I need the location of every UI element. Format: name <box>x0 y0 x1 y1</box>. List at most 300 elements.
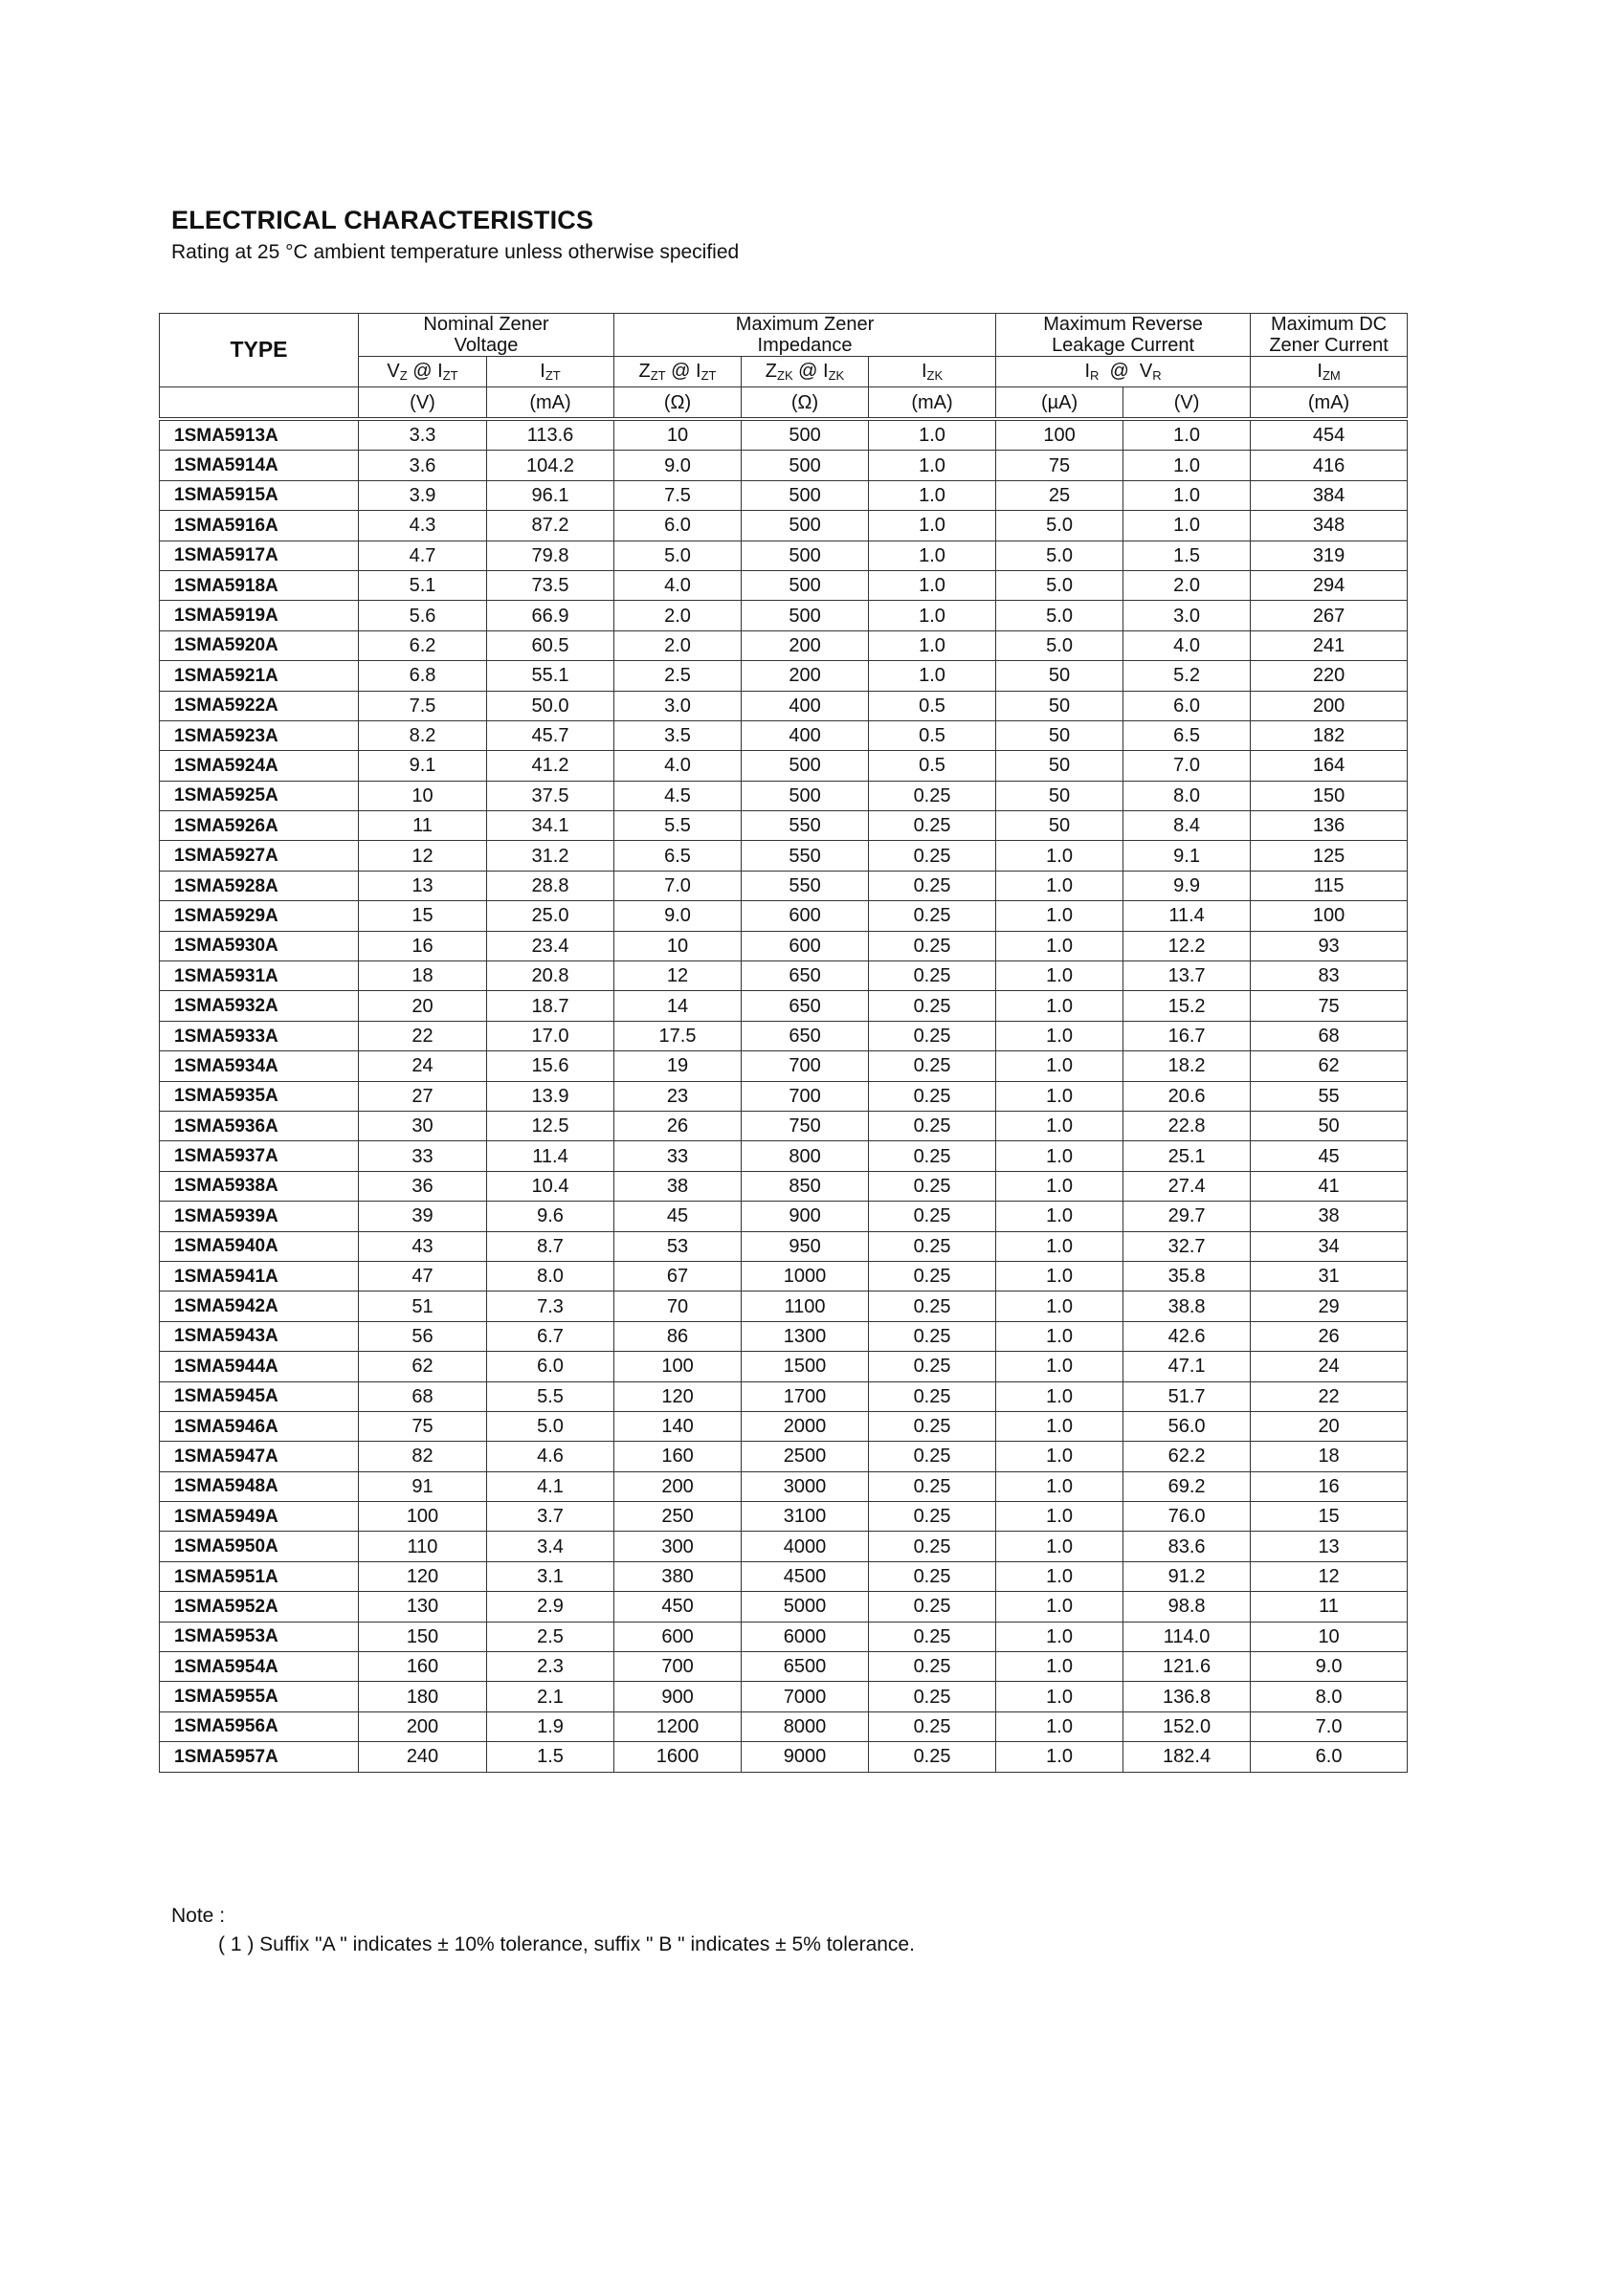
cell-vr: 27.4 <box>1123 1171 1251 1201</box>
cell-type: 1SMA5923A <box>160 720 359 750</box>
cell-type: 1SMA5930A <box>160 931 359 960</box>
cell-zzt: 26 <box>614 1111 742 1140</box>
cell-izm: 83 <box>1251 961 1408 991</box>
cell-izm: 200 <box>1251 691 1408 720</box>
cell-zzk: 600 <box>742 931 869 960</box>
cell-ir: 1.0 <box>996 1051 1123 1081</box>
cell-zzk: 4000 <box>742 1532 869 1561</box>
cell-izk: 0.25 <box>869 1381 996 1411</box>
cell-type: 1SMA5947A <box>160 1442 359 1471</box>
cell-type: 1SMA5924A <box>160 751 359 781</box>
cell-vr: 98.8 <box>1123 1592 1251 1622</box>
table-row <box>160 1711 1408 1741</box>
cell-vr: 8.4 <box>1123 811 1251 841</box>
cell-zzt: 14 <box>614 991 742 1021</box>
cell-zzt: 45 <box>614 1202 742 1231</box>
units-spacer <box>160 387 359 420</box>
cell-vz: 75 <box>359 1411 487 1441</box>
cell-izk: 0.25 <box>869 1111 996 1140</box>
cell-vz: 47 <box>359 1261 487 1291</box>
cell-izt: 2.9 <box>487 1592 614 1622</box>
cell-izk: 1.0 <box>869 661 996 691</box>
cell-type: 1SMA5928A <box>160 871 359 900</box>
table-row <box>160 1321 1408 1351</box>
cell-ir: 1.0 <box>996 1292 1123 1321</box>
unit-zzk: (Ω) <box>742 387 869 420</box>
cell-ir: 1.0 <box>996 1141 1123 1171</box>
leakage-header-line1: Maximum Reverse <box>1043 314 1203 335</box>
cell-izt: 96.1 <box>487 480 614 510</box>
cell-zzk: 9000 <box>742 1742 869 1772</box>
cell-vz: 130 <box>359 1592 487 1622</box>
cell-vr: 22.8 <box>1123 1111 1251 1140</box>
cell-izt: 6.0 <box>487 1352 614 1381</box>
zener-current-header-line2: Zener Current <box>1269 335 1389 356</box>
cell-type: 1SMA5957A <box>160 1742 359 1772</box>
cell-type: 1SMA5935A <box>160 1081 359 1111</box>
cell-izt: 2.5 <box>487 1622 614 1651</box>
cell-izt: 8.7 <box>487 1231 614 1261</box>
cell-zzt: 1600 <box>614 1742 742 1772</box>
electrical-characteristics-table <box>159 313 1408 1773</box>
cell-ir: 1.0 <box>996 1622 1123 1651</box>
table-row <box>160 1021 1408 1050</box>
unit-vr: (V) <box>1123 387 1251 420</box>
cell-vr: 9.9 <box>1123 871 1251 900</box>
cell-zzk: 4500 <box>742 1561 869 1591</box>
cell-type: 1SMA5950A <box>160 1532 359 1561</box>
cell-ir: 1.0 <box>996 1381 1123 1411</box>
cell-ir: 1.0 <box>996 841 1123 871</box>
cell-zzt: 600 <box>614 1622 742 1651</box>
cell-type: 1SMA5952A <box>160 1592 359 1622</box>
cell-izt: 31.2 <box>487 841 614 871</box>
cell-izk: 0.25 <box>869 1502 996 1532</box>
cell-izk: 0.5 <box>869 751 996 781</box>
cell-izk: 0.25 <box>869 1051 996 1081</box>
cell-zzk: 650 <box>742 1021 869 1050</box>
cell-ir: 1.0 <box>996 1742 1123 1772</box>
cell-zzt: 12 <box>614 961 742 991</box>
cell-izk: 0.25 <box>869 1141 996 1171</box>
table-row <box>160 541 1408 570</box>
cell-vz: 30 <box>359 1111 487 1140</box>
zener-current-header-line1: Maximum DC <box>1271 314 1388 335</box>
cell-zzk: 5000 <box>742 1592 869 1622</box>
cell-izk: 0.25 <box>869 901 996 931</box>
cell-izm: 38 <box>1251 1202 1408 1231</box>
page-title: ELECTRICAL CHARACTERISTICS <box>171 206 594 234</box>
cell-izt: 11.4 <box>487 1141 614 1171</box>
cell-zzk: 6000 <box>742 1622 869 1651</box>
cell-vr: 13.7 <box>1123 961 1251 991</box>
cell-izk: 1.0 <box>869 570 996 600</box>
cell-ir: 5.0 <box>996 570 1123 600</box>
cell-vr: 56.0 <box>1123 1411 1251 1441</box>
impedance-header-line1: Maximum Zener <box>735 314 875 335</box>
cell-vz: 15 <box>359 901 487 931</box>
cell-zzk: 500 <box>742 511 869 541</box>
cell-zzk: 2000 <box>742 1411 869 1441</box>
cell-type: 1SMA5934A <box>160 1051 359 1081</box>
nominal-header-line1: Nominal Zener <box>423 314 549 335</box>
izk-header: $I_{ZK}$ <box>869 357 996 387</box>
cell-type: 1SMA5917A <box>160 541 359 570</box>
cell-zzt: 38 <box>614 1171 742 1201</box>
cell-zzk: 400 <box>742 720 869 750</box>
table-row <box>160 570 1408 600</box>
cell-vr: 136.8 <box>1123 1682 1251 1711</box>
cell-ir: 1.0 <box>996 1711 1123 1741</box>
cell-vr: 6.5 <box>1123 720 1251 750</box>
table-row <box>160 1561 1408 1591</box>
table-row <box>160 1592 1408 1622</box>
table-row <box>160 661 1408 691</box>
cell-izm: 8.0 <box>1251 1682 1408 1711</box>
cell-vz: 6.2 <box>359 630 487 660</box>
cell-zzk: 500 <box>742 480 869 510</box>
table-row <box>160 871 1408 900</box>
cell-izt: 7.3 <box>487 1292 614 1321</box>
cell-zzt: 9.0 <box>614 451 742 480</box>
cell-izm: 220 <box>1251 661 1408 691</box>
cell-izm: 20 <box>1251 1411 1408 1441</box>
cell-izm: 22 <box>1251 1381 1408 1411</box>
cell-vz: 180 <box>359 1682 487 1711</box>
table-row <box>160 1141 1408 1171</box>
cell-zzk: 1100 <box>742 1292 869 1321</box>
cell-vr: 11.4 <box>1123 901 1251 931</box>
cell-type: 1SMA5933A <box>160 1021 359 1050</box>
cell-izm: 6.0 <box>1251 1742 1408 1772</box>
cell-type: 1SMA5932A <box>160 991 359 1021</box>
cell-vr: 35.8 <box>1123 1261 1251 1291</box>
cell-ir: 5.0 <box>996 601 1123 630</box>
cell-izm: 125 <box>1251 841 1408 871</box>
cell-ir: 1.0 <box>996 1682 1123 1711</box>
cell-zzt: 160 <box>614 1442 742 1471</box>
cell-vz: 7.5 <box>359 691 487 720</box>
cell-zzt: 2.0 <box>614 601 742 630</box>
table-row <box>160 1111 1408 1140</box>
table-row <box>160 1652 1408 1682</box>
cell-izk: 1.0 <box>869 480 996 510</box>
cell-izk: 0.25 <box>869 1592 996 1622</box>
cell-zzk: 6500 <box>742 1652 869 1682</box>
cell-izt: 20.8 <box>487 961 614 991</box>
cell-izk: 0.25 <box>869 1321 996 1351</box>
cell-izt: 25.0 <box>487 901 614 931</box>
cell-ir: 1.0 <box>996 1592 1123 1622</box>
cell-izk: 1.0 <box>869 601 996 630</box>
cell-zzk: 500 <box>742 451 869 480</box>
cell-zzk: 2500 <box>742 1442 869 1471</box>
header-row-groups <box>160 314 1408 357</box>
cell-zzk: 550 <box>742 841 869 871</box>
cell-ir: 50 <box>996 811 1123 841</box>
cell-vr: 32.7 <box>1123 1231 1251 1261</box>
cell-izm: 93 <box>1251 931 1408 960</box>
cell-vr: 18.2 <box>1123 1051 1251 1081</box>
cell-vr: 2.0 <box>1123 570 1251 600</box>
cell-izt: 34.1 <box>487 811 614 841</box>
cell-zzk: 500 <box>742 751 869 781</box>
cell-type: 1SMA5919A <box>160 601 359 630</box>
cell-izk: 0.25 <box>869 1742 996 1772</box>
cell-izm: 182 <box>1251 720 1408 750</box>
cell-izm: 115 <box>1251 871 1408 900</box>
cell-izm: 12 <box>1251 1561 1408 1591</box>
cell-zzk: 900 <box>742 1202 869 1231</box>
cell-vz: 6.8 <box>359 661 487 691</box>
cell-vz: 3.9 <box>359 480 487 510</box>
cell-vz: 100 <box>359 1502 487 1532</box>
cell-type: 1SMA5949A <box>160 1502 359 1532</box>
table-row <box>160 931 1408 960</box>
cell-izk: 1.0 <box>869 511 996 541</box>
cell-ir: 1.0 <box>996 1261 1123 1291</box>
cell-type: 1SMA5915A <box>160 480 359 510</box>
cell-izm: 18 <box>1251 1442 1408 1471</box>
cell-izt: 113.6 <box>487 419 614 451</box>
cell-izk: 0.25 <box>869 991 996 1021</box>
cell-vz: 22 <box>359 1021 487 1050</box>
cell-izt: 55.1 <box>487 661 614 691</box>
cell-type: 1SMA5954A <box>160 1652 359 1682</box>
zzk-at-izk-header: $Z_{ZK}$ @ $I_{ZK}$ <box>742 357 869 387</box>
cell-izk: 1.0 <box>869 419 996 451</box>
cell-izm: 7.0 <box>1251 1711 1408 1741</box>
table-row <box>160 480 1408 510</box>
cell-vz: 160 <box>359 1652 487 1682</box>
table-row <box>160 991 1408 1021</box>
cell-zzt: 1200 <box>614 1711 742 1741</box>
cell-zzk: 700 <box>742 1081 869 1111</box>
unit-zzt: (Ω) <box>614 387 742 420</box>
cell-izk: 0.25 <box>869 1532 996 1561</box>
cell-zzt: 2.0 <box>614 630 742 660</box>
cell-ir: 1.0 <box>996 1411 1123 1441</box>
table-body <box>160 419 1408 1772</box>
cell-izt: 9.6 <box>487 1202 614 1231</box>
cell-izm: 11 <box>1251 1592 1408 1622</box>
cell-zzt: 100 <box>614 1352 742 1381</box>
cell-ir: 1.0 <box>996 1111 1123 1140</box>
table-row <box>160 1532 1408 1561</box>
cell-type: 1SMA5918A <box>160 570 359 600</box>
cell-zzk: 550 <box>742 871 869 900</box>
max-dc-zener-current-header <box>1251 314 1408 357</box>
cell-vz: 12 <box>359 841 487 871</box>
table-row <box>160 1622 1408 1651</box>
cell-izm: 16 <box>1251 1471 1408 1501</box>
cell-vr: 114.0 <box>1123 1622 1251 1651</box>
cell-zzt: 17.5 <box>614 1021 742 1050</box>
cell-zzt: 3.0 <box>614 691 742 720</box>
cell-izt: 23.4 <box>487 931 614 960</box>
cell-izt: 8.0 <box>487 1261 614 1291</box>
unit-izm: (mA) <box>1251 387 1408 420</box>
cell-vr: 1.5 <box>1123 541 1251 570</box>
cell-zzt: 4.0 <box>614 751 742 781</box>
cell-zzk: 500 <box>742 541 869 570</box>
cell-type: 1SMA5940A <box>160 1231 359 1261</box>
cell-vz: 13 <box>359 871 487 900</box>
cell-zzt: 5.5 <box>614 811 742 841</box>
table-row <box>160 601 1408 630</box>
cell-vz: 91 <box>359 1471 487 1501</box>
cell-vz: 11 <box>359 811 487 841</box>
cell-vr: 42.6 <box>1123 1321 1251 1351</box>
cell-ir: 75 <box>996 451 1123 480</box>
table-row <box>160 1411 1408 1441</box>
cell-zzk: 3000 <box>742 1471 869 1501</box>
cell-izm: 75 <box>1251 991 1408 1021</box>
cell-vr: 1.0 <box>1123 511 1251 541</box>
cell-izm: 41 <box>1251 1171 1408 1201</box>
cell-type: 1SMA5943A <box>160 1321 359 1351</box>
cell-zzt: 23 <box>614 1081 742 1111</box>
unit-izk: (mA) <box>869 387 996 420</box>
cell-izk: 0.5 <box>869 720 996 750</box>
cell-izk: 0.25 <box>869 811 996 841</box>
cell-izt: 3.7 <box>487 1502 614 1532</box>
table-row <box>160 691 1408 720</box>
cell-izk: 0.25 <box>869 1682 996 1711</box>
cell-ir: 1.0 <box>996 1021 1123 1050</box>
cell-vz: 3.3 <box>359 419 487 451</box>
cell-zzk: 500 <box>742 419 869 451</box>
cell-zzk: 500 <box>742 570 869 600</box>
table-row <box>160 751 1408 781</box>
cell-type: 1SMA5937A <box>160 1141 359 1171</box>
cell-vr: 6.0 <box>1123 691 1251 720</box>
table-row <box>160 1502 1408 1532</box>
cell-ir: 1.0 <box>996 1502 1123 1532</box>
cell-izk: 0.25 <box>869 1352 996 1381</box>
table-row <box>160 1442 1408 1471</box>
cell-izm: 241 <box>1251 630 1408 660</box>
cell-zzt: 250 <box>614 1502 742 1532</box>
cell-zzt: 450 <box>614 1592 742 1622</box>
cell-izk: 0.5 <box>869 691 996 720</box>
cell-izt: 10.4 <box>487 1171 614 1201</box>
cell-type: 1SMA5948A <box>160 1471 359 1501</box>
cell-izm: 26 <box>1251 1321 1408 1351</box>
cell-izt: 28.8 <box>487 871 614 900</box>
table-row <box>160 1081 1408 1111</box>
cell-zzt: 86 <box>614 1321 742 1351</box>
cell-vz: 62 <box>359 1352 487 1381</box>
cell-ir: 1.0 <box>996 1471 1123 1501</box>
cell-vr: 9.1 <box>1123 841 1251 871</box>
cell-izm: 267 <box>1251 601 1408 630</box>
cell-izk: 0.25 <box>869 931 996 960</box>
cell-zzt: 9.0 <box>614 901 742 931</box>
cell-vr: 15.2 <box>1123 991 1251 1021</box>
impedance-header-line2: Impedance <box>757 335 853 356</box>
cell-vr: 1.0 <box>1123 451 1251 480</box>
cell-izt: 45.7 <box>487 720 614 750</box>
table-row <box>160 720 1408 750</box>
cell-type: 1SMA5953A <box>160 1622 359 1651</box>
cell-ir: 1.0 <box>996 901 1123 931</box>
cell-vr: 51.7 <box>1123 1381 1251 1411</box>
cell-vr: 8.0 <box>1123 781 1251 810</box>
cell-ir: 50 <box>996 781 1123 810</box>
cell-ir: 50 <box>996 720 1123 750</box>
cell-izt: 4.1 <box>487 1471 614 1501</box>
cell-zzk: 1700 <box>742 1381 869 1411</box>
cell-zzt: 33 <box>614 1141 742 1171</box>
cell-zzt: 120 <box>614 1381 742 1411</box>
cell-type: 1SMA5936A <box>160 1111 359 1140</box>
cell-type: 1SMA5926A <box>160 811 359 841</box>
cell-izk: 0.25 <box>869 1081 996 1111</box>
cell-izm: 34 <box>1251 1231 1408 1261</box>
cell-izm: 454 <box>1251 419 1408 451</box>
cell-izt: 66.9 <box>487 601 614 630</box>
cell-izm: 9.0 <box>1251 1652 1408 1682</box>
cell-type: 1SMA5946A <box>160 1411 359 1441</box>
table-row <box>160 1051 1408 1081</box>
unit-ir: (µA) <box>996 387 1123 420</box>
cell-vr: 1.0 <box>1123 419 1251 451</box>
cell-vr: 5.2 <box>1123 661 1251 691</box>
cell-izk: 0.25 <box>869 1021 996 1050</box>
cell-type: 1SMA5939A <box>160 1202 359 1231</box>
cell-zzt: 380 <box>614 1561 742 1591</box>
cell-izk: 0.25 <box>869 1622 996 1651</box>
cell-type: 1SMA5931A <box>160 961 359 991</box>
cell-type: 1SMA5913A <box>160 419 359 451</box>
cell-vz: 4.7 <box>359 541 487 570</box>
cell-izm: 164 <box>1251 751 1408 781</box>
table-row <box>160 1261 1408 1291</box>
cell-ir: 5.0 <box>996 541 1123 570</box>
cell-izk: 0.25 <box>869 1471 996 1501</box>
cell-ir: 50 <box>996 691 1123 720</box>
cell-zzt: 140 <box>614 1411 742 1441</box>
cell-izt: 17.0 <box>487 1021 614 1050</box>
cell-type: 1SMA5914A <box>160 451 359 480</box>
vz-at-izt-header: $V_Z$ @ $I_{ZT}$ <box>359 357 487 387</box>
cell-izt: 4.6 <box>487 1442 614 1471</box>
cell-izk: 0.25 <box>869 1231 996 1261</box>
table-row <box>160 1742 1408 1772</box>
cell-izt: 79.8 <box>487 541 614 570</box>
table-row <box>160 1352 1408 1381</box>
cell-vz: 200 <box>359 1711 487 1741</box>
ir-at-vr-header: $I_R$ @ $V_R$ <box>996 357 1251 387</box>
cell-type: 1SMA5927A <box>160 841 359 871</box>
cell-vz: 18 <box>359 961 487 991</box>
cell-izt: 37.5 <box>487 781 614 810</box>
cell-zzk: 200 <box>742 661 869 691</box>
cell-vr: 62.2 <box>1123 1442 1251 1471</box>
cell-izk: 0.25 <box>869 841 996 871</box>
type-column-header: TYPE <box>160 314 359 387</box>
table-row <box>160 1231 1408 1261</box>
cell-zzk: 650 <box>742 961 869 991</box>
cell-izk: 0.25 <box>869 1652 996 1682</box>
cell-izt: 18.7 <box>487 991 614 1021</box>
cell-zzk: 7000 <box>742 1682 869 1711</box>
max-reverse-leakage-header <box>996 314 1251 357</box>
izm-header: $I_{ZM}$ <box>1251 357 1408 387</box>
cell-vz: 150 <box>359 1622 487 1651</box>
cell-zzk: 600 <box>742 901 869 931</box>
